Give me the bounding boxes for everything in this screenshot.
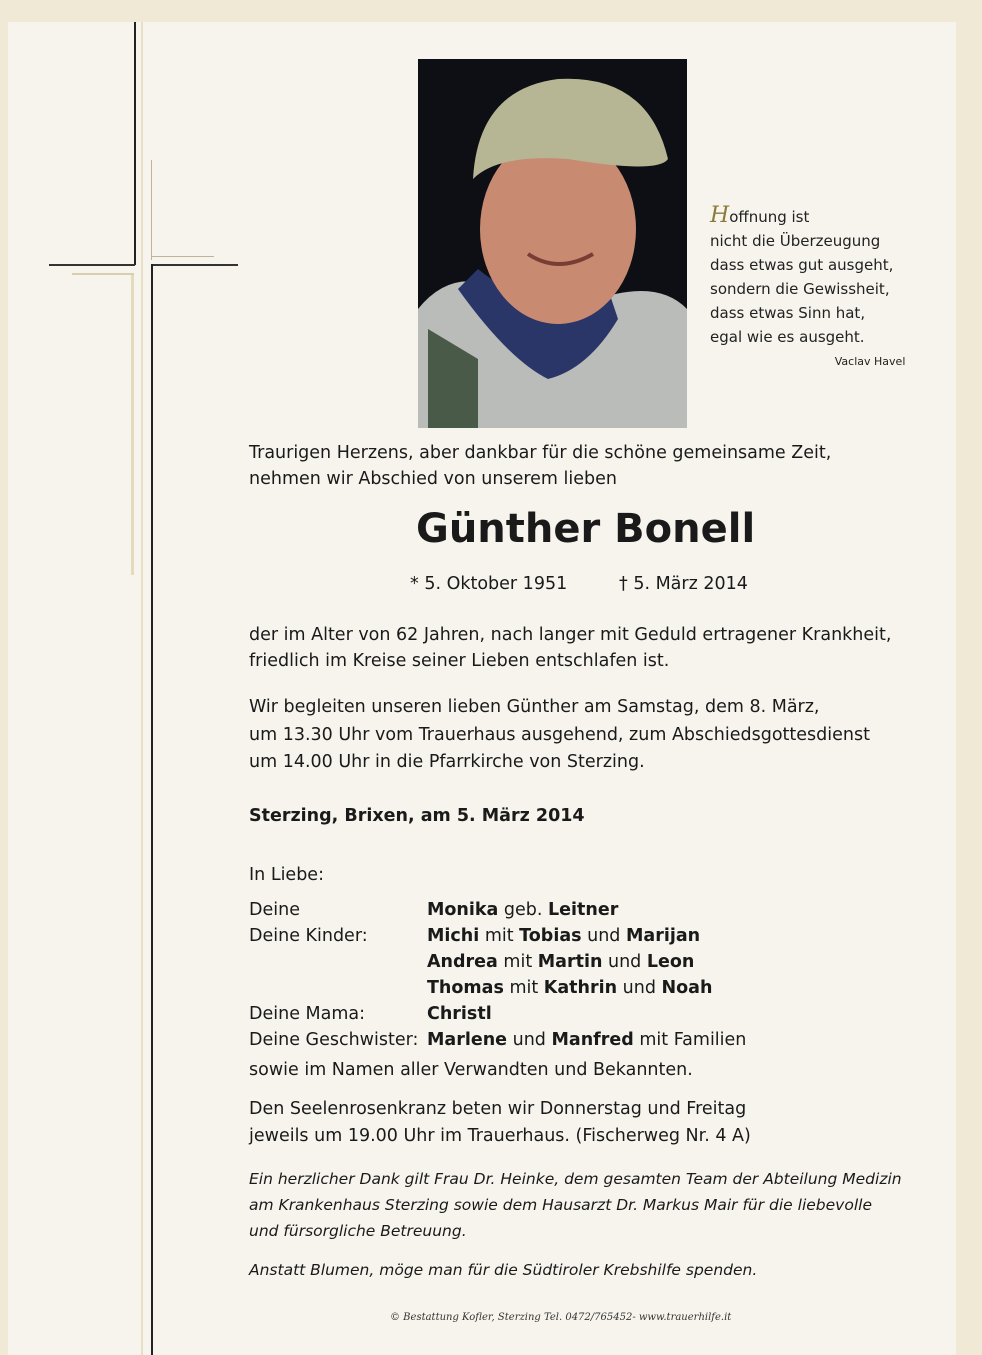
family-member-text: und (617, 978, 662, 998)
family-member-text: geb. (498, 900, 549, 920)
quote-line: nicht die Überzeugung (710, 232, 881, 250)
family-member-text: Marijan (625, 926, 701, 946)
family-member-text: und (581, 926, 626, 946)
family-row (249, 926, 701, 946)
family-member-text: Kathrin (543, 978, 618, 998)
text-line: Ein herzlicher Dank gilt Frau Dr. Heinke, dem gesamten Team der Abteilung Medizin (249, 1170, 902, 1188)
family-label: Deine Geschwister: (249, 1030, 419, 1050)
in-love-label: In Liebe: (249, 865, 324, 885)
intro-text (249, 440, 831, 492)
funeral-text (249, 694, 870, 777)
quote-line: egal wie es ausgeht. (710, 328, 865, 346)
family-member-text: Thomas (427, 978, 504, 998)
quote-author: Vaclav Havel (834, 355, 906, 368)
rosary-text (249, 1096, 751, 1150)
intro-line: Traurigen Herzens, aber dankbar für die schöne gemeinsame Zeit, (249, 443, 832, 463)
family-members (427, 1004, 492, 1024)
text-line: um 14.00 Uhr in die Pfarrkirche von Sterzing. (249, 752, 645, 772)
family-member-text: Martin (537, 952, 603, 972)
quote-initial: H (710, 203, 730, 228)
family-member-text: mit (497, 952, 538, 972)
family-row (249, 900, 619, 920)
family-member-text: Leitner (548, 900, 619, 920)
family-label: Deine Mama: (249, 1004, 366, 1024)
family-member-text: und (602, 952, 647, 972)
text-line: der im Alter von 62 Jahren, nach langer mit Geduld ertragener Krankheit, (249, 625, 892, 645)
text-line: jeweils um 19.00 Uhr im Trauerhaus. (Fischerweg Nr. 4 A) (249, 1126, 751, 1146)
quote-line: dass etwas Sinn hat, (710, 304, 866, 322)
family-label: Deine Kinder: (249, 926, 368, 946)
quote-line: sondern die Gewissheit, (710, 280, 890, 298)
family-member-text: Marlene (427, 1030, 508, 1050)
text-line: um 13.30 Uhr vom Trauerhaus ausgehend, zum Abschiedsgottesdienst (249, 724, 870, 745)
birth-date: * 5. Oktober 1951 (410, 574, 568, 594)
family-member-text: Leon (646, 952, 695, 972)
passing-text (249, 622, 891, 674)
family-member-text: Monika (427, 900, 499, 920)
family-members (427, 900, 618, 920)
thanks-text (249, 1166, 902, 1244)
family-members (427, 926, 700, 946)
quote-line: offnung ist (729, 208, 810, 226)
footer-credit: © Bestattung Kofler, Sterzing Tel. 0472/765452- www.trauerhilfe.it (390, 1312, 732, 1323)
family-member-text: mit (503, 978, 544, 998)
family-member-text: Michi (427, 926, 480, 946)
portrait-photo (418, 59, 687, 428)
quote-block (710, 203, 906, 368)
flowers-text: Anstatt Blumen, möge man für die Südtiroler Krebshilfe spenden. (249, 1261, 758, 1279)
family-member-text: mit (479, 926, 520, 946)
relatives-text: sowie im Namen aller Verwandten und Bekannten. (249, 1060, 693, 1080)
family-row (249, 1004, 492, 1024)
family-members (427, 978, 712, 998)
family-member-text: Noah (661, 978, 713, 998)
quote-line: dass etwas gut ausgeht, (710, 256, 894, 274)
family-member-text: mit Familien (633, 1030, 747, 1050)
family-member-text: Christl (427, 1004, 492, 1024)
text-line: und fürsorgliche Betreuung. (249, 1222, 467, 1240)
intro-line: nehmen wir Abschied von unserem lieben (249, 469, 617, 489)
text-line: Wir begleiten unseren lieben Günther am Samstag, dem 8. März, (249, 697, 820, 717)
family-member-text: Andrea (427, 952, 498, 972)
text-line: Den Seelenrosenkranz beten wir Donnerstag und Freitag (249, 1099, 747, 1119)
family-members (427, 1030, 746, 1050)
family-member-text: Tobias (519, 926, 582, 946)
family-members (427, 952, 694, 972)
place-date: Sterzing, Brixen, am 5. März 2014 (249, 806, 585, 826)
family-member-text: Manfred (551, 1030, 634, 1050)
family-label: Deine (249, 900, 300, 920)
text-line: am Krankenhaus Sterzing sowie dem Hausarzt Dr. Markus Mair für die liebevolle (249, 1196, 872, 1214)
text-line: friedlich im Kreise seiner Lieben entschlafen ist. (249, 651, 670, 671)
family-member-text: und (507, 1030, 552, 1050)
death-date: † 5. März 2014 (619, 574, 748, 594)
deceased-name: Günther Bonell (416, 506, 756, 552)
family-row (249, 1030, 747, 1050)
